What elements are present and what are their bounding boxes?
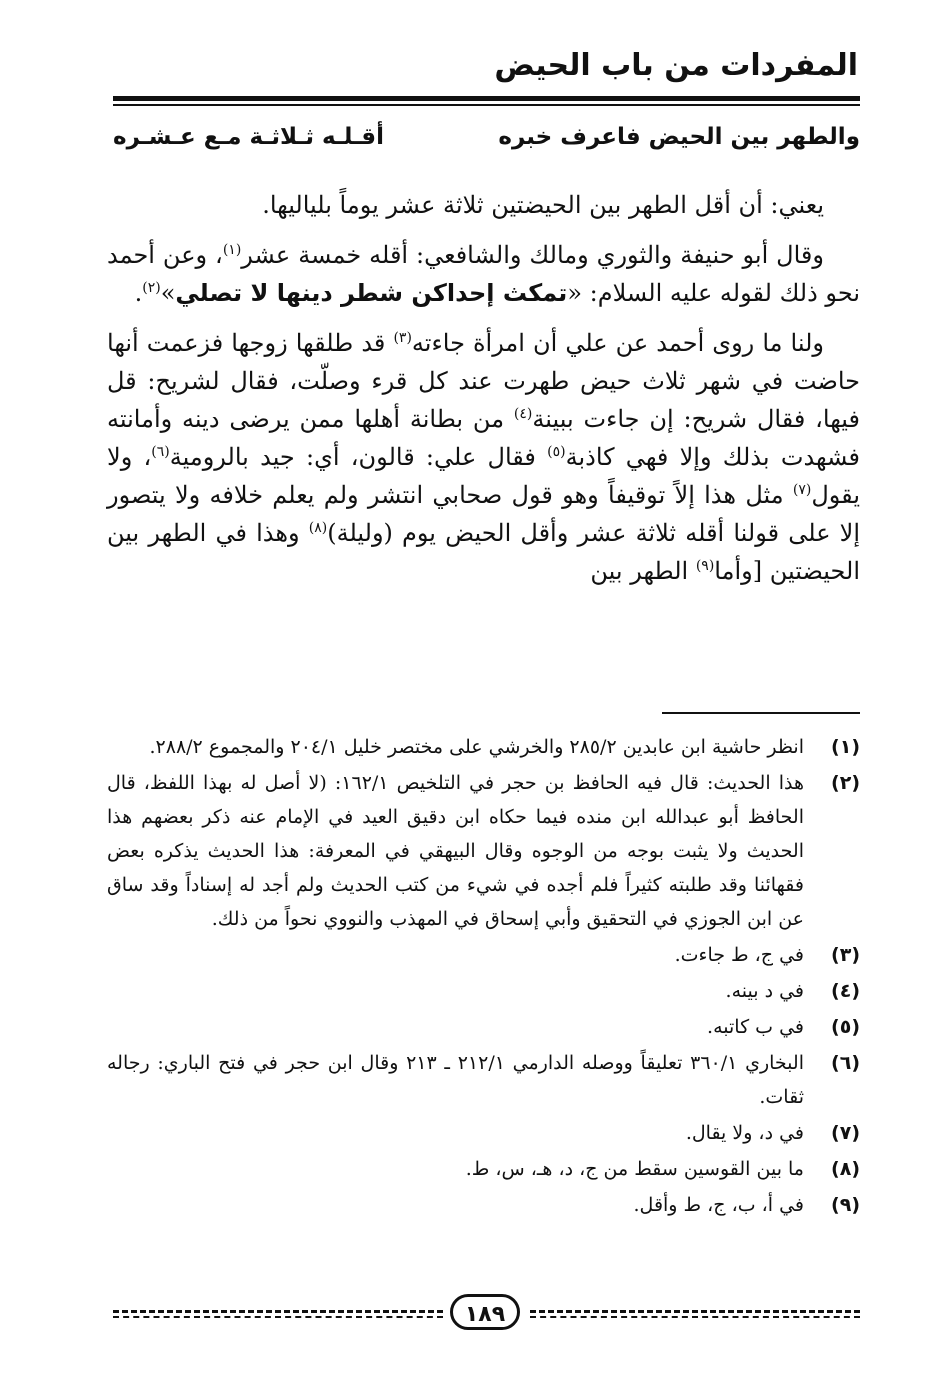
page-footer <box>113 1290 860 1334</box>
paragraph-2 <box>107 236 860 312</box>
footnote-text: ما بين القوسين سقط من ج، د، هـ، س، ط. <box>465 1158 804 1180</box>
footnote-number: (٨) <box>831 1158 860 1180</box>
hadith-quote: تمكث إحداكن شطر دينها لا تصلي <box>175 279 568 307</box>
footnote-text: في د بينه. <box>725 980 804 1002</box>
verse-line <box>113 124 860 164</box>
footer-dash-right-inner <box>530 1316 860 1318</box>
footnote-text: انظر حاشية ابن عابدين ٢٨٥/٢ والخرشي على مختصر خليل ٢٠٤/١ والمجموع ٢٨٨/٢. <box>149 736 804 758</box>
text-segment: مثل هذا إلاً توقيفاً وهو قول صحابي انتشر ولم يعلم خلافه ولا يتصور إلا على قولنا أقله ثلاثة عشر وأقل الحيض يوم (وليلة) <box>107 481 861 547</box>
text-segment: قد طلقها زوجها فزعمت أنها حاضت في شهر ثلاث حيض طهرت عند كل قرء وصلّت، فقال لشريح: قل فيها، فقال شريح: إن جاءت ببينة <box>107 329 860 433</box>
footnote <box>107 938 860 972</box>
footnote-text: في د، ولا يقال. <box>685 1122 804 1144</box>
footnote <box>107 766 860 936</box>
text-segment: ، وعن أحمد نحو ذلك لقوله عليه السلام: « <box>107 241 860 307</box>
text-segment: وقال أبو حنيفة والثوري ومالك والشافعي: أقله خمسة عشر <box>241 241 824 269</box>
footnote-ref-4: (٤) <box>513 406 533 422</box>
footnote <box>107 1010 860 1044</box>
footnote-number: (٤) <box>831 980 860 1002</box>
footnote <box>107 1046 860 1114</box>
footnote-text: في أ، ب، ج، ط وأقل. <box>633 1194 804 1216</box>
footer-dash-left-inner <box>113 1316 443 1318</box>
text-segment: ولنا ما روى أحمد عن علي أن امرأة جاءته <box>411 329 824 357</box>
footnote-ref-8: (٨) <box>308 520 328 536</box>
footnote-text: في ج، ط جاءت. <box>674 944 804 966</box>
footnote-ref-3: (٣) <box>393 330 412 346</box>
footnote-text: البخاري ٣٦٠/١ تعليقاً ووصله الدارمي ٢١٢/١ ـ ٢١٣ وقال ابن حجر في فتح الباري: رجاله ثقات. <box>107 1052 804 1108</box>
footnote-ref-6: (٦) <box>151 444 170 460</box>
text-segment: وهذا في الطهر بين الحيضتين [وأما <box>107 519 860 585</box>
footnote-text: في ب كاتبه. <box>707 1016 804 1038</box>
text-segment: ، ولا يقول <box>107 443 860 509</box>
footnote-number: (٧) <box>831 1122 860 1144</box>
footnote-ref-9: (٩) <box>695 558 715 574</box>
verse-hemistich-1: والطهر بين الحيض فاعرف خبره <box>498 124 860 150</box>
paragraph-3 <box>107 324 860 590</box>
verse-hemistich-2: أقـلـه ثـلاثـة مـع عـشـره <box>113 124 384 150</box>
header-rule-thin <box>113 104 860 106</box>
text-segment: » <box>160 279 176 307</box>
footnote-ref-7: (٧) <box>792 482 812 498</box>
footnote <box>107 730 860 764</box>
text-segment: . <box>134 279 143 307</box>
footnote <box>107 1152 860 1186</box>
text-segment: فقال علي: قالون، أي: جيد بالرومية <box>169 443 548 471</box>
footer-dash-right <box>530 1310 860 1313</box>
footnote-number: (٥) <box>831 1016 860 1038</box>
footnote-separator <box>662 712 860 714</box>
running-title: المفردات من باب الحيض <box>494 48 858 83</box>
footnote-ref-2: (٢) <box>142 280 161 296</box>
footnote <box>107 1116 860 1150</box>
footnote-text: هذا الحديث: قال فيه الحافظ بن حجر في التلخيص ١٦٢/١: (لا أصل له بهذا اللفظ، قال الحافظ أبو عبدالله ابن منده فيما حكاه ابن دقيق العيد في الإمام عنه ذكر بعضهم هذا الحديث ولا يثبت بوجه من الوجوه وقال البيهقي في المعرفة: هذا الحديث يذكره بعض فقهائنا وقد طلبته كثيراً فلم أجده في شيء من كتب الحديث ولم أجد له إسناداً وقد ساق عن ابن الجوزي في التحقيق وأبي إسحاق في المهذب والنووي نحواً من ذلك. <box>107 772 804 930</box>
footnote-number: (٢) <box>831 772 860 794</box>
footnote <box>107 1188 860 1222</box>
text-segment: الطهر بين <box>590 557 696 585</box>
footer-dash-left <box>113 1310 443 1313</box>
footnote-number: (٦) <box>831 1052 860 1074</box>
page-number: ١٨٩ <box>450 1294 520 1330</box>
footnotes <box>107 730 860 1224</box>
footnote-ref-5: (٥) <box>547 444 566 460</box>
footnote <box>107 974 860 1008</box>
footnote-number: (١) <box>831 736 860 758</box>
footnote-number: (٣) <box>831 944 860 966</box>
text-segment: من بطانة أهلها ممن يرضى دينه وأمانته فشهدت بذلك وإلا فهي كاذبة <box>107 405 860 471</box>
footnote-ref-1: (١) <box>222 242 242 258</box>
main-text <box>107 186 860 602</box>
header-rule-thick <box>113 96 860 101</box>
footnote-number: (٩) <box>831 1194 860 1216</box>
paragraph-1: يعني: أن أقل الطهر بين الحيضتين ثلاثة عشر يوماً بلياليها. <box>262 191 824 219</box>
